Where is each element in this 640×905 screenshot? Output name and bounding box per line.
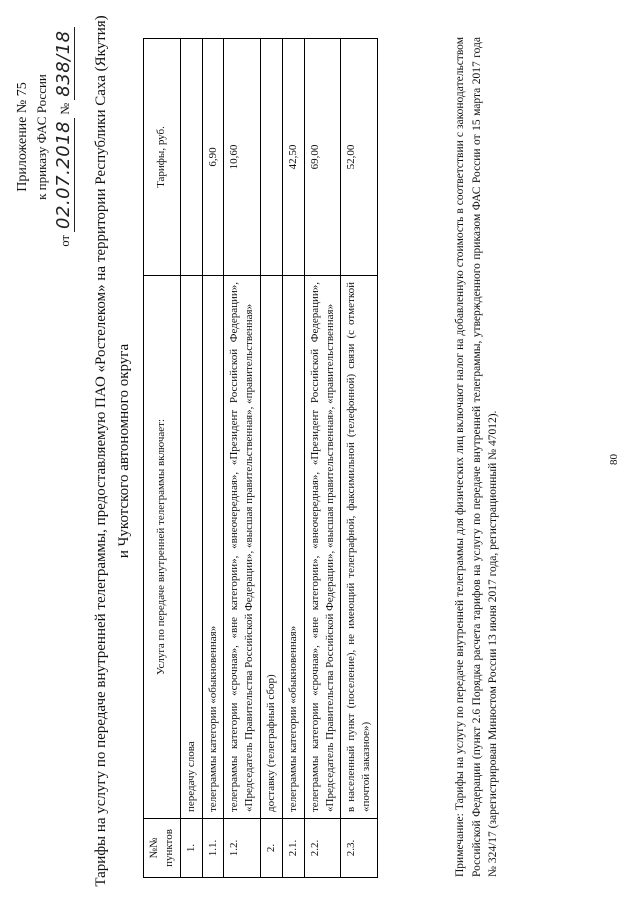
header-item-number: №№ пунктов <box>144 819 181 878</box>
row-number: 2. <box>261 819 283 878</box>
appendix-header <box>14 22 77 252</box>
row-service: телеграммы категории «обыкновенная» <box>282 276 304 819</box>
table-header-row <box>144 39 181 878</box>
row-service: телеграммы категории «срочная», «вне категории», «внеочередная», «Президент Российской Федерации», «Председатель Правительства Российской Федерации», «высшая правительственная», «правительственная» <box>224 276 261 819</box>
row-service: в населенный пункт (поселение), не имеющий телеграфной, факсимильной (телефонной) связи (с отметкой «почтой заказное») <box>341 276 378 819</box>
row-number: 1.2. <box>224 819 261 878</box>
footnote: Примечание: Тарифы на услугу по передаче внутренней телеграммы для физических лиц включают налог на добавленную стоимость в соответствии с законодательством Российской Федерации (пункт 2.6 Порядка расчета тарифов на услугу по передаче внутренней телеграммы, утвержденного приказом ФАС России от 15 марта 2017 года № 324/17 (зарегистрирован Минюстом России 13 июня 2017 года, регистрационный № 47012). <box>454 37 500 877</box>
handwritten-date: 02.07.2018 <box>53 118 75 232</box>
table-row <box>304 39 341 878</box>
row-tariff: 52,00 <box>341 39 378 276</box>
row-tariff: 69,00 <box>304 39 341 276</box>
row-service: доставку (телеграфный сбор) <box>261 276 283 819</box>
row-tariff <box>261 39 283 276</box>
table-row <box>341 39 378 878</box>
row-service: телеграммы категории «обыкновенная» <box>202 276 224 819</box>
number-label: № <box>58 102 73 115</box>
table-row <box>180 39 202 878</box>
appendix-order-ref: к приказу ФАС России <box>33 74 49 200</box>
row-tariff: 10,60 <box>224 39 261 276</box>
table-row <box>202 39 224 878</box>
header-tariff: Тарифы, руб. <box>144 39 181 276</box>
row-service: передачу слова <box>180 276 202 819</box>
document-title: Тарифы на услугу по передаче внутренней телеграммы, предоставляемую ПАО «Ростелеком» на территории Республики Саха (Якутия) и Чукотского автономного округа <box>93 15 132 887</box>
row-number: 1.1. <box>202 819 224 878</box>
row-tariff: 6,90 <box>202 39 224 276</box>
page-number: 80 <box>608 454 620 465</box>
row-number: 1. <box>180 819 202 878</box>
handwritten-order-number: 838/18 <box>53 27 75 99</box>
order-date-number-line <box>52 22 76 252</box>
header-service: Услуга по передаче внутренней телеграммы включает: <box>144 276 181 819</box>
row-tariff <box>180 39 202 276</box>
row-number: 2.2. <box>304 819 341 878</box>
tariffs-table <box>143 38 378 878</box>
from-label: от <box>58 235 73 247</box>
appendix-title: Приложение № 75 <box>15 82 30 192</box>
table-row <box>282 39 304 878</box>
table-row <box>261 39 283 878</box>
row-service: телеграммы категории «срочная», «вне категории», «внеочередная», «Президент Российской Федерации», «Председатель Правительства Российской Федерации», «высшая правительственная», «правительственная» <box>304 276 341 819</box>
table-row <box>224 39 261 878</box>
row-number: 2.1. <box>282 819 304 878</box>
row-number: 2.3. <box>341 819 378 878</box>
row-tariff: 42,50 <box>282 39 304 276</box>
